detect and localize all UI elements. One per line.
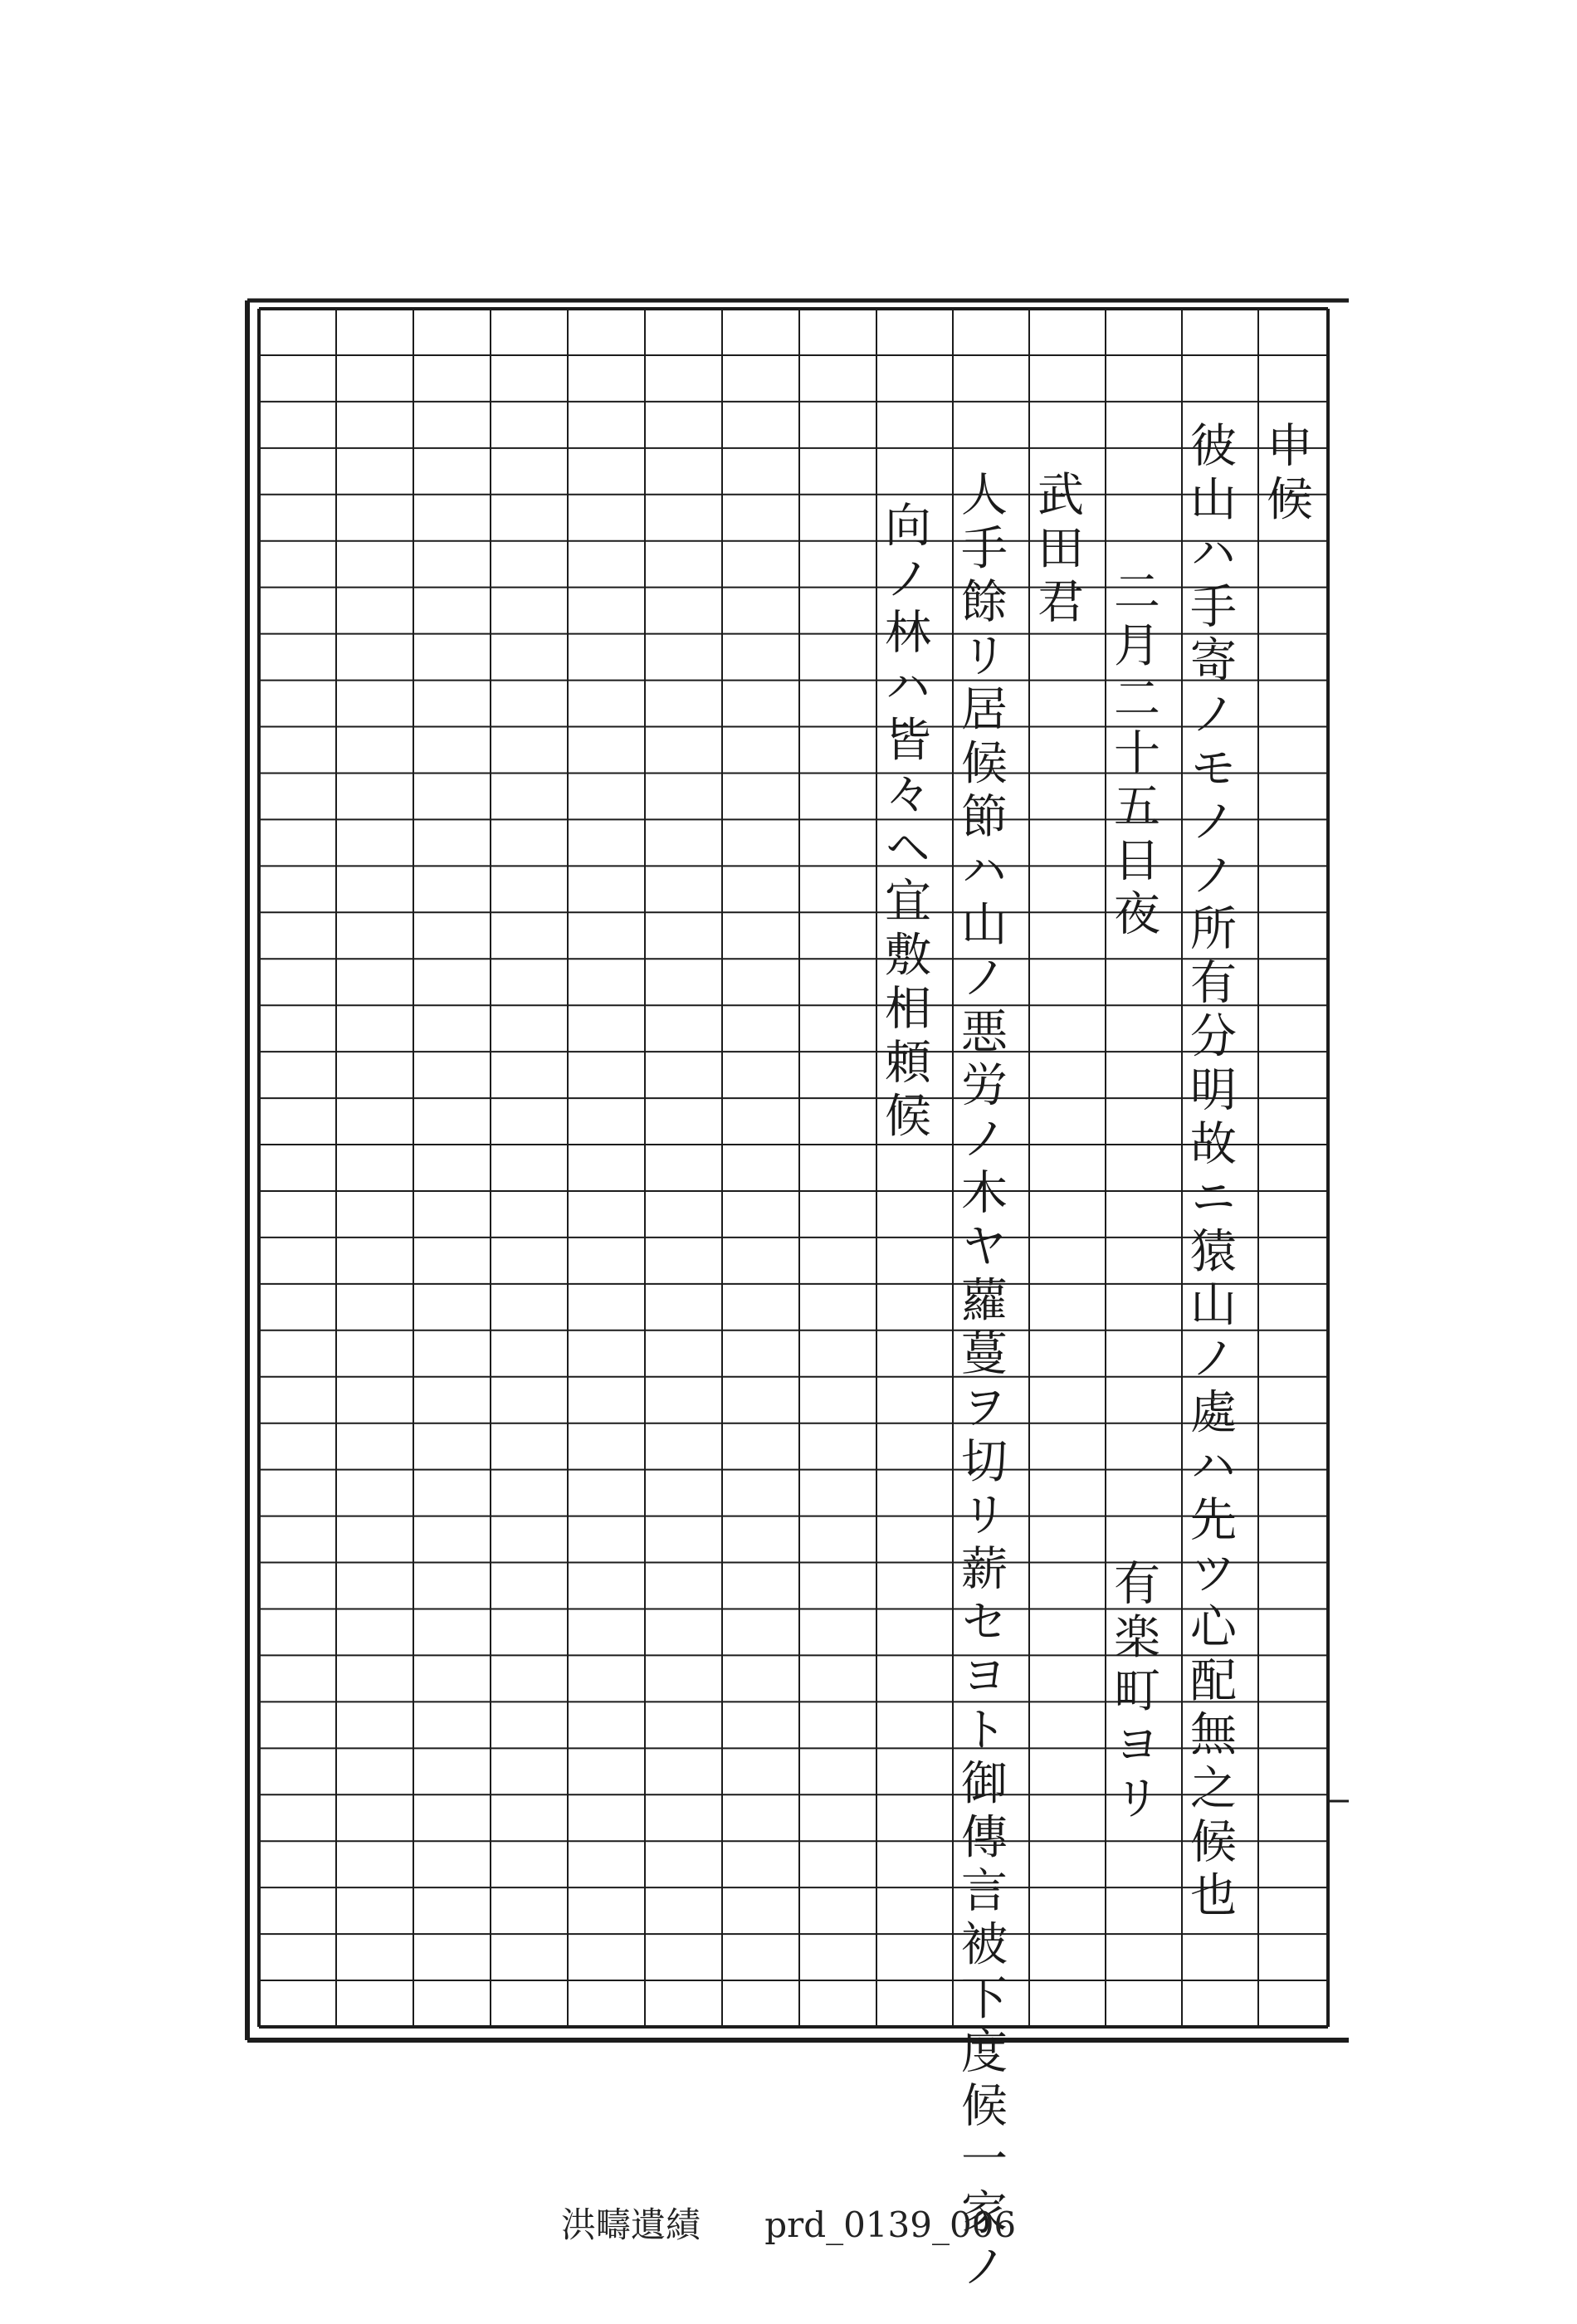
column-main-text: 彼山ハ手寄ノモノノ所有分明故ニ猿山ノ處ハ先ツ心配無之候也 <box>1183 421 1237 1925</box>
column-postscript: 向ノ林ハ皆々ヘ宜敷相頼候 <box>877 500 931 1145</box>
footer-page-id: prd_0139_006 <box>764 2204 1017 2245</box>
column-sender: 有楽町ヨリ <box>1106 1559 1160 1828</box>
column-addressee: 武田君 <box>1030 470 1084 632</box>
footer <box>0 2198 1577 2248</box>
column-date: 二月二十五日夜 <box>1106 567 1160 943</box>
footer-title: 洪疇遺績 <box>560 2204 701 2245</box>
column-heading: 申候 <box>1259 421 1313 529</box>
column-message: 人手餘リ居候節ハ山ノ悪労ノ木ヤ蘿蔓ヲ切リ薪セヨト御傳言被下度候一家ノ <box>954 470 1008 2296</box>
